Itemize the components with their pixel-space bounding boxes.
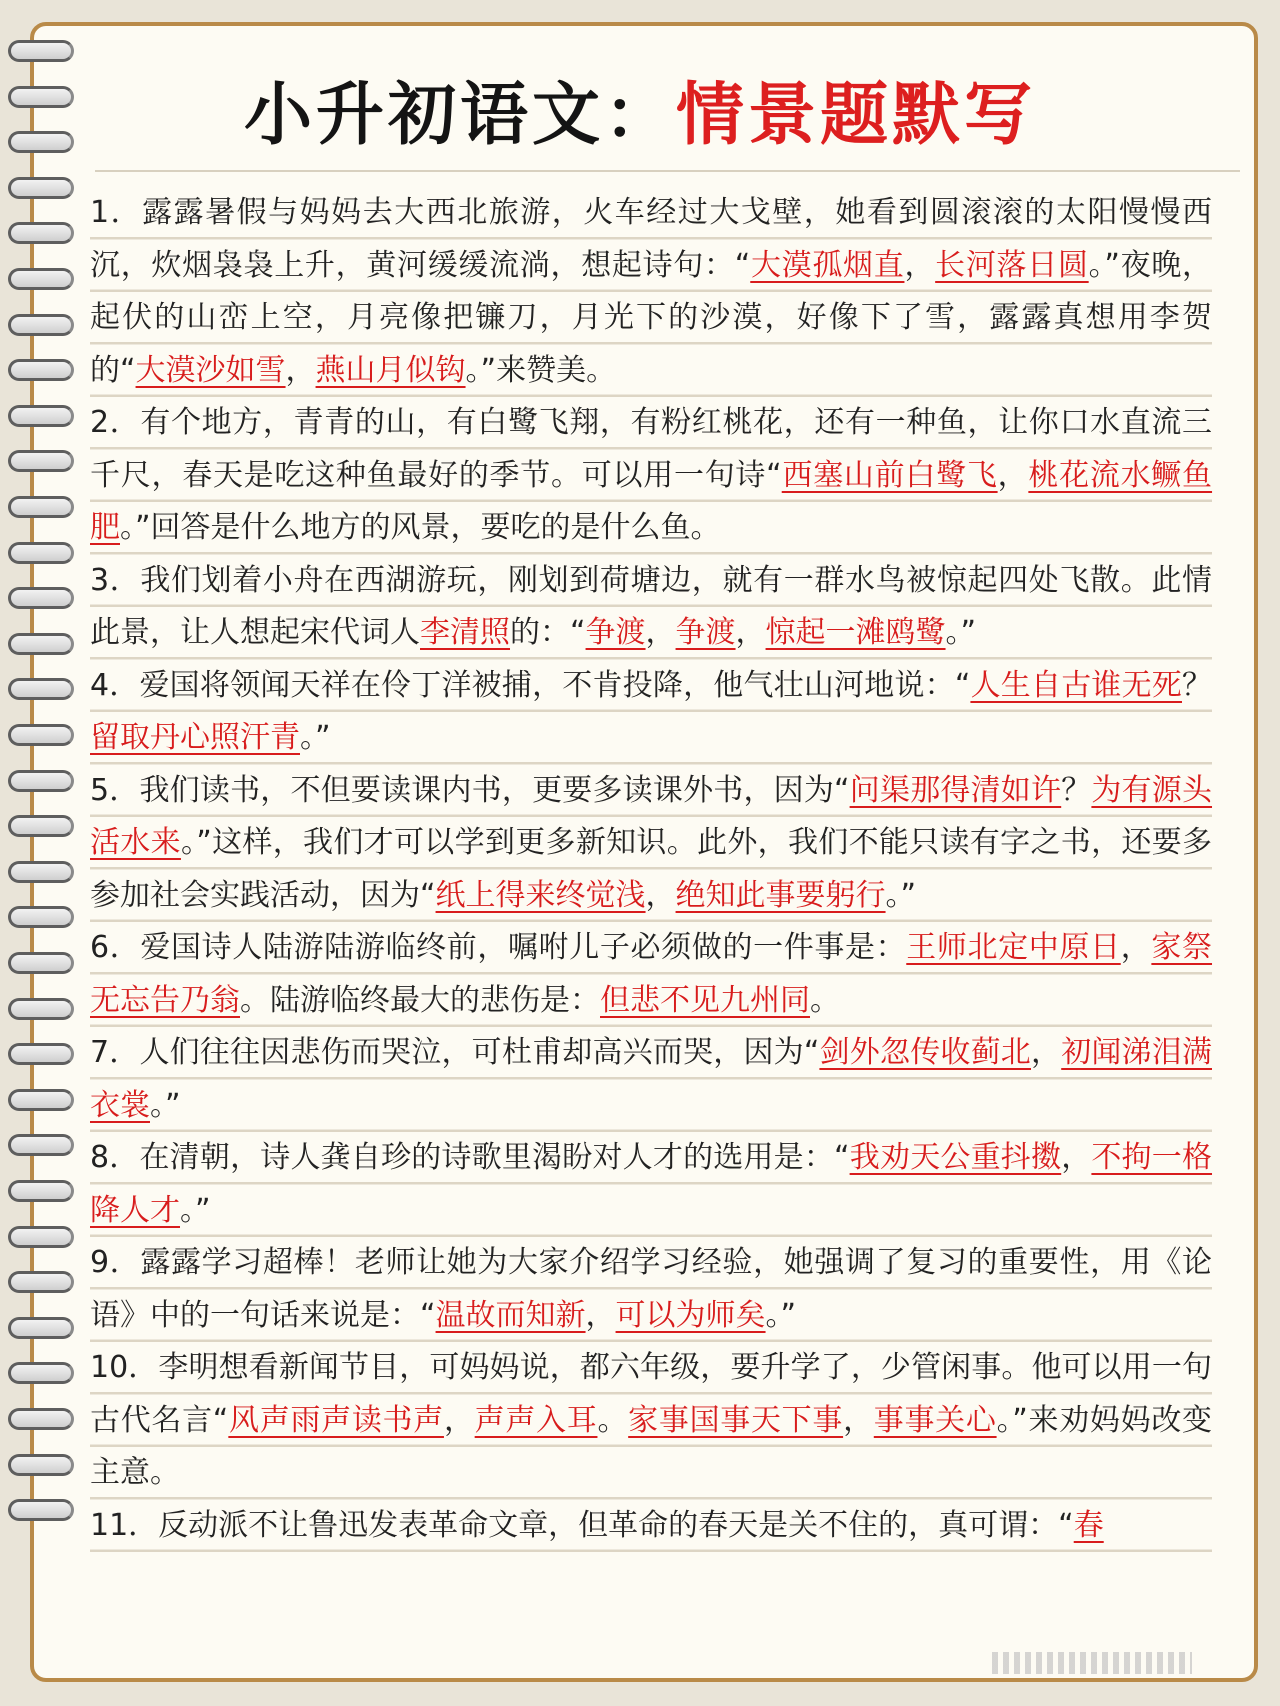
- answer-text: 王师北定中原日: [906, 930, 1121, 965]
- binding-ring: [8, 359, 74, 381]
- question-text: ，: [843, 1402, 874, 1438]
- question-text: 5．我们读书，不但要读课内书，更要多读课外书，因为“: [90, 772, 850, 808]
- question-item: [90, 1132, 1212, 1237]
- binding-ring: [8, 1317, 74, 1339]
- question-item: [90, 660, 1212, 765]
- answer-text: 桃花流水鳜鱼肥: [90, 457, 1213, 545]
- answer-text: 不拘一格降人才: [90, 1140, 1213, 1228]
- title-prefix: 小升初语文：: [243, 75, 676, 155]
- question-text: 2．有个地方，青青的山，有白鹭飞翔，有粉红桃花，还有一种鱼，让你口水直流三千尺，春天是吃这种鱼最好的季节。可以用一句诗“: [90, 405, 1212, 493]
- question-text: 。: [810, 982, 840, 1018]
- answer-text: 西塞山前白鹭飞: [781, 457, 998, 493]
- question-text: 。”: [180, 1192, 211, 1228]
- question-text: 3．我们划着小舟在西湖游玩，刚划到荷塘边，就有一群水鸟被惊起四处飞散。此情此景，让人想起宋代词人: [90, 562, 1212, 650]
- binding-ring: [8, 1362, 74, 1384]
- question-text: 。陆游临终最大的悲伤是：: [240, 982, 600, 1018]
- question-text: 1．露露暑假与妈妈去大西北旅游，火车经过大戈壁，她看到圆滚滚的太阳慢慢西沉，炊烟袅袅上升，黄河缓缓流淌，想起诗句：“: [90, 195, 1212, 283]
- question-text: 10．李明想看新闻节目，可妈妈说，都六年级，要升学了，少管闲事。他可以用一句古代名言“: [90, 1350, 1212, 1438]
- answer-text: 春: [1073, 1507, 1104, 1543]
- question-text: 。: [597, 1402, 629, 1438]
- page-title: [0, 70, 1280, 160]
- binding-ring: [8, 1226, 74, 1248]
- question-item: [90, 187, 1212, 397]
- binding-ring: [8, 177, 74, 199]
- question-text: 。”: [885, 877, 917, 913]
- question-text: 。”: [150, 1087, 181, 1123]
- answer-text: 大漠沙如雪: [135, 352, 286, 388]
- binding-ring: [8, 678, 74, 700]
- answer-text: 温故而知新: [435, 1297, 586, 1333]
- binding-ring: [8, 450, 74, 472]
- binding-ring: [8, 405, 74, 427]
- binding-ring: [8, 633, 74, 655]
- question-text: ，: [585, 1297, 616, 1333]
- watermark-bar: [992, 1652, 1192, 1674]
- answer-text: 为有源头活水来: [90, 772, 1213, 860]
- answer-text: 留取丹心照汗青: [90, 720, 300, 755]
- question-text: 6．爱国诗人陆游陆游临终前，嘱咐儿子必须做的一件事是：: [90, 930, 907, 965]
- answer-text: 家事国事天下事: [628, 1402, 844, 1438]
- question-text: 。”夜晚，起伏的山峦上空，月亮像把镰刀，月光下的沙漠，好像下了雪，露露真想用李贺的“: [90, 247, 1213, 388]
- answer-text: 李清照: [420, 615, 510, 650]
- question-item: [90, 555, 1212, 660]
- answer-text: 可以为师矣: [615, 1297, 766, 1333]
- answer-text: 事事关心: [873, 1402, 997, 1438]
- binding-ring: [8, 1043, 74, 1065]
- question-text: ？: [1182, 667, 1212, 703]
- question-text: ，: [645, 615, 676, 650]
- binding-ring: [8, 1499, 74, 1521]
- binding-ring: [8, 1454, 74, 1476]
- question-text: 4．爱国将领闻天祥在伶丁洋被捕，不肯投降，他气壮山河地说：“: [90, 667, 971, 703]
- answer-text: 燕山月似钩: [315, 352, 466, 388]
- question-text: ，: [1120, 930, 1152, 965]
- question-text: 7．人们往往因悲伤而哭泣，可杜甫却高兴而哭，因为“: [90, 1035, 820, 1070]
- question-text: 。”来劝妈妈改变主意。: [90, 1402, 1213, 1490]
- question-text: 8．在清朝，诗人龚自珍的诗歌里渴盼对人才的选用是：“: [90, 1140, 850, 1175]
- question-item: [90, 1027, 1212, 1132]
- question-text: ，: [1031, 1035, 1062, 1070]
- binding-ring: [8, 906, 74, 928]
- binding-ring: [8, 587, 74, 609]
- binding-ring: [8, 770, 74, 792]
- binding-ring: [8, 861, 74, 883]
- binding-ring: [8, 998, 74, 1020]
- question-text: 。”来赞美。: [465, 352, 617, 388]
- answer-text: 风声雨声读书声: [228, 1402, 444, 1438]
- binding-ring: [8, 1180, 74, 1202]
- question-text: ，: [285, 352, 316, 388]
- question-item: [90, 397, 1212, 555]
- binding-ring: [8, 1408, 74, 1430]
- question-text: ，: [645, 877, 676, 913]
- question-item: [90, 1342, 1212, 1500]
- answer-text: 但悲不见九州同: [600, 982, 810, 1018]
- title-divider: [95, 170, 1240, 172]
- binding-ring: [8, 268, 74, 290]
- question-text: 。”这样，我们才可以学到更多新知识。此外，我们不能只读有字之书，还要多参加社会实践活动，因为“: [90, 825, 1213, 913]
- question-text: 9．露露学习超棒！老师让她为大家介绍学习经验，她强调了复习的重要性，用《论语》中的一句话来说是：“: [90, 1245, 1212, 1333]
- title-highlight: 情景题默写: [676, 75, 1037, 155]
- answer-text: 家祭无忘告乃翁: [90, 930, 1213, 1018]
- answer-text: 问渠那得清如许: [849, 772, 1062, 808]
- question-text: 。”: [300, 720, 331, 755]
- binding-ring: [8, 815, 74, 837]
- binding-ring: [8, 314, 74, 336]
- answer-text: 争渡: [585, 615, 646, 650]
- answer-text: 纸上得来终觉浅: [435, 877, 646, 913]
- binding-ring: [8, 222, 74, 244]
- binding-ring: [8, 1134, 74, 1156]
- answer-text: 惊起一滩鸥鹭: [765, 615, 946, 650]
- question-item: [90, 1237, 1212, 1342]
- binding-ring: [8, 952, 74, 974]
- question-text: ，: [904, 247, 936, 283]
- question-text: 。”: [945, 615, 977, 650]
- question-list: [90, 187, 1212, 1552]
- answer-text: 我劝天公重抖擞: [849, 1140, 1062, 1175]
- question-text: 。”回答是什么地方的风景，要吃的是什么鱼。: [120, 510, 721, 545]
- question-text: 11．反动派不让鲁迅发表革命文章，但革命的春天是关不住的，真可谓：“: [90, 1507, 1074, 1543]
- answer-text: 剑外忽传收蓟北: [819, 1035, 1031, 1070]
- answer-text: 绝知此事要躬行: [675, 877, 886, 913]
- question-text: ？: [1061, 772, 1092, 808]
- spiral-binding: [0, 0, 90, 1706]
- binding-ring: [8, 724, 74, 746]
- question-item: [90, 765, 1212, 923]
- answer-text: 大漠孤烟直: [750, 247, 905, 283]
- binding-ring: [8, 496, 74, 518]
- question-text: ，: [997, 457, 1029, 493]
- answer-text: 声声入耳: [474, 1402, 598, 1438]
- binding-ring: [8, 40, 74, 62]
- question-text: 的：“: [510, 615, 586, 650]
- question-text: ，: [443, 1402, 475, 1438]
- question-item: [90, 922, 1212, 1027]
- binding-ring: [8, 1271, 74, 1293]
- question-item: [90, 1500, 1212, 1553]
- answer-text: 初闻涕泪满衣裳: [90, 1035, 1212, 1123]
- question-text: 。”: [765, 1297, 797, 1333]
- answer-text: 争渡: [675, 615, 736, 650]
- question-text: ，: [735, 615, 766, 650]
- answer-text: 长河落日圆: [935, 247, 1089, 283]
- answer-text: 人生自古谁无死: [970, 667, 1182, 703]
- binding-ring: [8, 1089, 74, 1111]
- question-text: ，: [1061, 1140, 1092, 1175]
- binding-ring: [8, 542, 74, 564]
